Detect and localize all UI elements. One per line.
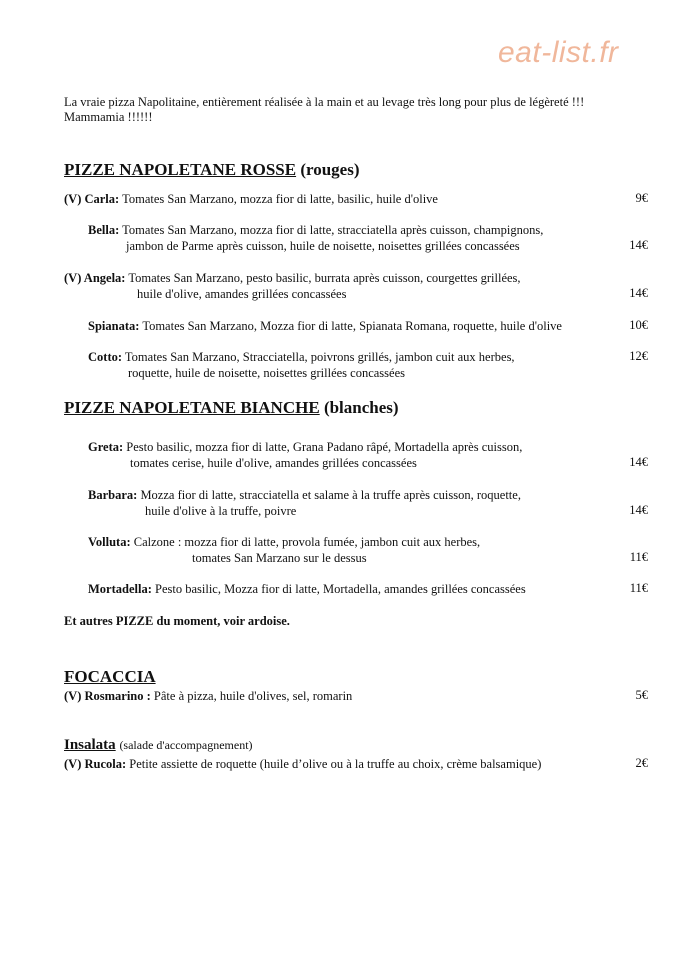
section-title-bianche-main: PIZZE NAPOLETANE BIANCHE — [64, 398, 320, 417]
section-title-focaccia — [64, 667, 156, 687]
item-name: Spianata: — [88, 319, 140, 333]
watermark: eat-list.fr — [498, 36, 619, 69]
menu-item-cotto — [88, 349, 515, 381]
item-name: (V) Angela: — [64, 271, 126, 285]
menu-item-barbara — [88, 487, 521, 519]
section-title-bianche — [64, 398, 399, 418]
menu-item-carla — [64, 191, 438, 207]
item-desc: Tomates San Marzano, mozza fior di latte, basilic, huile d'olive — [122, 192, 438, 206]
item-name: Mortadella: — [88, 582, 152, 596]
intro-text — [64, 95, 654, 125]
price-cotto: 12€ — [629, 349, 648, 363]
item-desc-cont: huile d'olive, amandes grillées concassées — [137, 287, 347, 301]
item-desc: Mozza fior di latte, stracciatella et salame à la truffe après cuisson, roquette, — [140, 488, 521, 502]
price-rucola: 2€ — [635, 756, 648, 770]
item-name: (V) Rosmarino : — [64, 689, 151, 703]
item-desc: Tomates San Marzano, Stracciatella, poivrons grillés, jambon cuit aux herbes, — [124, 350, 515, 364]
item-name: Volluta: — [88, 535, 131, 549]
item-desc: Pâte à pizza, huile d'olives, sel, romarin — [153, 689, 353, 703]
section-title-insalata-main: Insalata — [64, 737, 116, 753]
menu-item-rosmarino — [64, 688, 352, 704]
intro-line-1: La vraie pizza Napolitaine, entièrement réalisée à la main et au levage très long pour plus de légèreté !!! — [64, 95, 585, 109]
item-desc-cont: roquette, huile de noisette, noisettes grillées concassées — [128, 366, 405, 380]
item-name: Barbara: — [88, 488, 138, 502]
section-title-bianche-sub: (blanches) — [323, 398, 399, 417]
section-title-rosse — [64, 160, 360, 180]
item-desc-cont: tomates cerise, huile d'olive, amandes grillées concassées — [130, 456, 417, 470]
item-desc: Tomates San Marzano, pesto basilic, burrata après cuisson, courgettes grillées, — [128, 271, 521, 285]
item-desc-cont: jambon de Parme après cuisson, huile de noisette, noisettes grillées concassées — [126, 239, 520, 253]
note-autres-pizze: Et autres PIZZE du moment, voir ardoise. — [64, 614, 290, 628]
item-name: (V) Carla: — [64, 192, 120, 206]
price-rosmarino: 5€ — [635, 688, 648, 702]
price-volluta: 11€ — [629, 550, 648, 564]
menu-item-rucola — [64, 756, 541, 772]
menu-item-volluta — [88, 534, 480, 566]
price-mortadella: 11€ — [629, 581, 648, 595]
price-barbara: 14€ — [629, 503, 648, 517]
item-desc: Tomates San Marzano, mozza fior di latte, stracciatella après cuisson, champignons, — [122, 223, 544, 237]
section-title-rosse-main: PIZZE NAPOLETANE ROSSE — [64, 160, 297, 179]
section-title-focaccia-main: FOCACCIA — [64, 667, 156, 686]
menu-item-mortadella — [88, 581, 526, 597]
item-desc: Pesto basilic, mozza fior di latte, Grana Padano râpé, Mortadella après cuisson, — [126, 440, 523, 454]
item-name: Greta: — [88, 440, 124, 454]
menu-item-greta — [88, 439, 522, 471]
intro-line-2: Mammamia !!!!!! — [64, 110, 153, 124]
item-desc: Pesto basilic, Mozza fior di latte, Mortadella, amandes grillées concassées — [155, 582, 526, 596]
item-desc: Calzone : mozza fior di latte, provola fumée, jambon cuit aux herbes, — [133, 535, 481, 549]
price-carla: 9€ — [635, 191, 648, 205]
item-desc-cont: huile d'olive à la truffe, poivre — [145, 504, 297, 518]
menu-item-spianata — [88, 318, 562, 334]
section-title-rosse-sub: (rouges) — [300, 160, 360, 179]
section-title-insalata — [64, 737, 253, 754]
price-spianata: 10€ — [629, 318, 648, 332]
item-name: Bella: — [88, 223, 120, 237]
item-desc: Tomates San Marzano, Mozza fior di latte, Spianata Romana, roquette, huile d'olive — [142, 319, 562, 333]
item-name: Cotto: — [88, 350, 123, 364]
menu-item-angela — [64, 270, 521, 302]
item-name: (V) Rucola: — [64, 757, 127, 771]
price-bella: 14€ — [629, 238, 648, 252]
menu-item-bella — [88, 222, 543, 254]
price-angela: 14€ — [629, 286, 648, 300]
item-desc: Petite assiette de roquette (huile d’olive ou à la truffe au choix, crème balsamique) — [129, 757, 542, 771]
price-greta: 14€ — [629, 455, 648, 469]
item-desc-cont: tomates San Marzano sur le dessus — [192, 551, 367, 565]
section-title-insalata-sub: (salade d'accompagnement) — [119, 738, 253, 752]
